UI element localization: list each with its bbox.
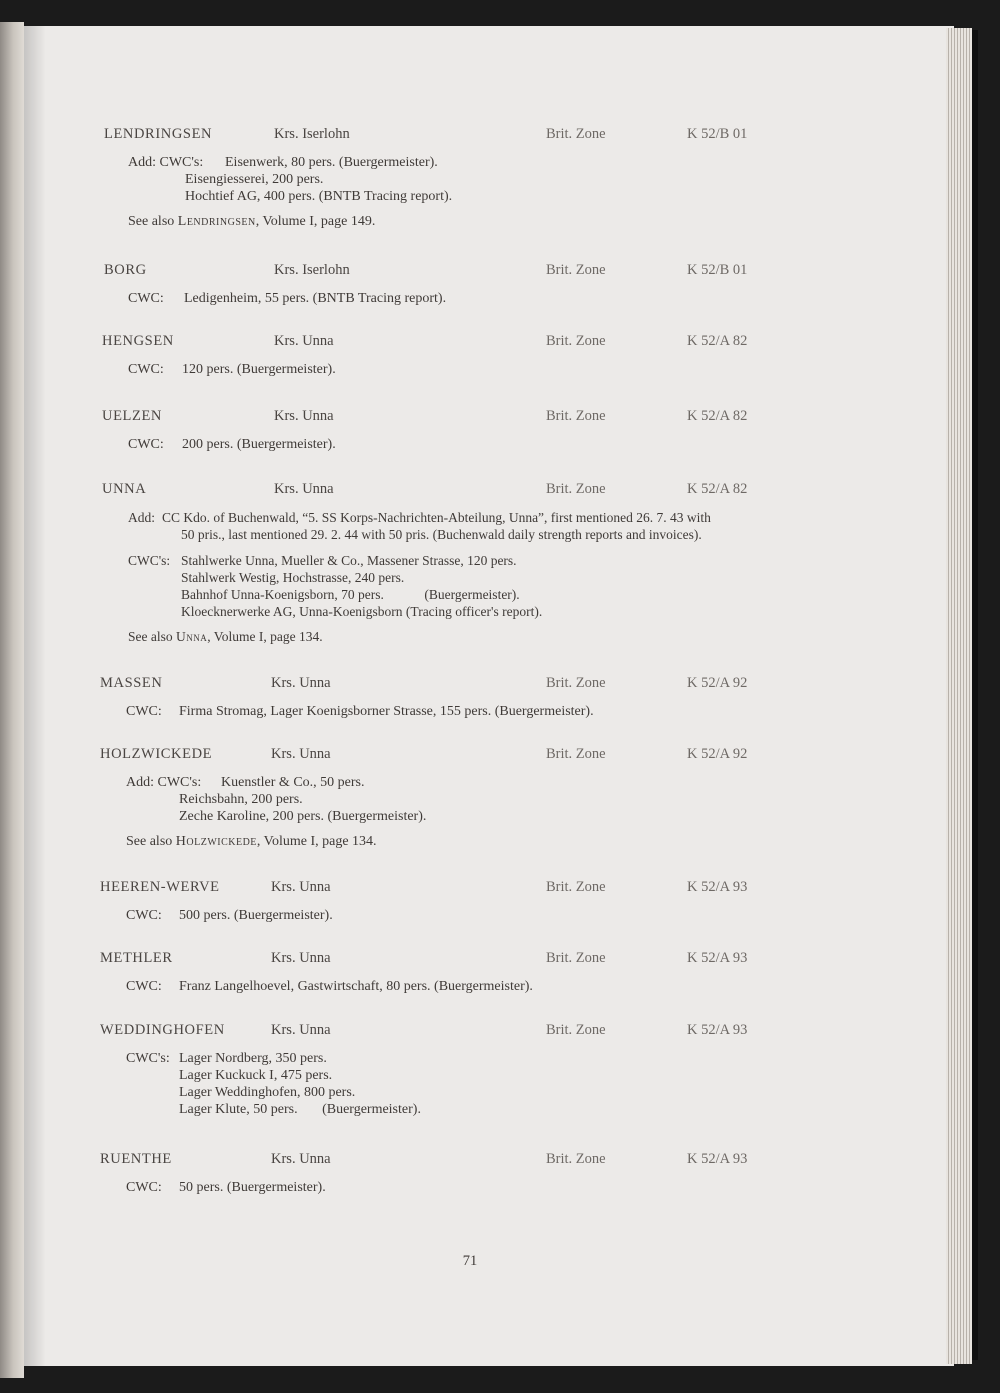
see-also-prefix: See also — [128, 214, 175, 229]
zone: Brit. Zone — [546, 408, 606, 424]
map-reference: K 52/A 82 — [687, 408, 748, 424]
entry-header — [0, 1022, 1000, 1044]
entry-label: CWC: — [126, 979, 162, 994]
map-reference: K 52/B 01 — [687, 262, 748, 278]
entry-heeren-werve — [0, 879, 1000, 924]
entry-header — [0, 746, 1000, 768]
entry-header — [0, 262, 1000, 284]
see-also-place: Unna — [176, 629, 208, 644]
entry-header — [0, 1151, 1000, 1173]
map-reference: K 52/A 82 — [687, 481, 748, 497]
entry-body — [0, 1179, 1000, 1196]
entry-label: Add: CWC's: — [126, 775, 202, 790]
entry-line: Ledigenheim, 55 pers. (BNTB Tracing report). — [184, 291, 447, 306]
page-number: 71 — [462, 1253, 478, 1269]
district: Krs. Unna — [271, 879, 331, 895]
entry-line: Lager Nordberg, 350 pers. — [179, 1051, 327, 1066]
entry-line: Stahlwerke Unna, Mueller & Co., Massener Strasse, 120 pers. — [181, 553, 517, 568]
place-name: LENDRINGSEN — [104, 126, 213, 142]
entry-header — [0, 950, 1000, 972]
entry-label: CWC: — [126, 704, 162, 719]
entry-header — [0, 675, 1000, 697]
zone: Brit. Zone — [546, 262, 606, 278]
map-reference: K 52/A 82 — [687, 333, 748, 349]
zone: Brit. Zone — [546, 1151, 606, 1167]
map-reference: K 52/A 92 — [687, 675, 748, 691]
district: Krs. Unna — [274, 408, 334, 424]
entry-holzwickede — [0, 746, 1000, 852]
entry-body — [0, 774, 1000, 852]
see-also — [0, 628, 1000, 647]
map-reference: K 52/A 93 — [687, 1022, 748, 1038]
entry-line: Franz Langelhoevel, Gastwirtschaft, 80 pers. (Buergermeister). — [179, 979, 533, 994]
place-name: METHLER — [100, 950, 173, 966]
entry-header — [0, 333, 1000, 355]
place-name: BORG — [104, 262, 147, 278]
place-name: WEDDINGHOFEN — [100, 1022, 225, 1038]
entry-unna — [0, 481, 1000, 647]
zone: Brit. Zone — [546, 950, 606, 966]
see-also-volume: , Volume I, page 134. — [207, 629, 323, 644]
see-also-volume: , Volume I, page 134. — [256, 834, 377, 849]
map-reference: K 52/A 93 — [687, 950, 748, 966]
place-name: HEEREN-WERVE — [100, 879, 220, 895]
entry-massen — [0, 675, 1000, 720]
entry-body — [0, 1050, 1000, 1118]
zone: Brit. Zone — [546, 333, 606, 349]
entry-label: CWC: — [126, 908, 162, 923]
see-also-place: Lendringsen — [177, 214, 256, 229]
place-name: UELZEN — [102, 408, 162, 424]
zone: Brit. Zone — [546, 126, 606, 142]
map-reference: K 52/A 93 — [687, 1151, 748, 1167]
entry-weddinghofen — [0, 1022, 1000, 1118]
entry-line: Lager Kuckuck I, 475 pers. — [179, 1068, 333, 1083]
district: Krs. Iserlohn — [274, 126, 350, 142]
zone: Brit. Zone — [546, 746, 606, 762]
entry-header — [0, 879, 1000, 901]
entry-lendringsen — [0, 126, 1000, 232]
entry-line: CC Kdo. of Buchenwald, “5. SS Korps-Nachrichten-Abteilung, Unna”, first mentioned 26. 7. 43 with — [162, 510, 711, 525]
entry-ruenthe — [0, 1151, 1000, 1196]
entry-body — [0, 703, 1000, 720]
see-also-prefix: See also — [128, 629, 173, 644]
entry-body — [0, 361, 1000, 378]
district: Krs. Unna — [274, 481, 334, 497]
entry-label: CWC: — [128, 291, 164, 306]
entry-line: Hochtief AG, 400 pers. (BNTB Tracing report). — [185, 189, 453, 204]
district: Krs. Unna — [271, 950, 331, 966]
entry-uelzen — [0, 408, 1000, 453]
entry-line: 50 pers. (Buergermeister). — [179, 1180, 326, 1195]
entry-line: Reichsbahn, 200 pers. — [179, 792, 303, 807]
place-name: RUENTHE — [100, 1151, 172, 1167]
place-name: UNNA — [102, 481, 147, 497]
entry-line: Stahlwerk Westig, Hochstrasse, 240 pers. — [181, 570, 405, 585]
entry-line: Zeche Karoline, 200 pers. (Buergermeister). — [179, 809, 427, 824]
entry-label: CWC: — [128, 362, 164, 377]
entry-body — [0, 978, 1000, 995]
district: Krs. Unna — [271, 675, 331, 691]
entry-line: Kuenstler & Co., 50 pers. — [221, 775, 365, 790]
entry-line: Eisengiesserei, 200 pers. — [185, 172, 324, 187]
entry-body — [0, 907, 1000, 924]
entry-line: 120 pers. (Buergermeister). — [182, 362, 336, 377]
zone: Brit. Zone — [546, 481, 606, 497]
map-reference: K 52/A 93 — [687, 879, 748, 895]
entry-header — [0, 408, 1000, 430]
district: Krs. Unna — [271, 746, 331, 762]
see-also-volume: , Volume I, page 149. — [255, 214, 376, 229]
entry-body — [0, 154, 1000, 232]
entry-line: 200 pers. (Buergermeister). — [182, 437, 336, 452]
entry-line: Eisenwerk, 80 pers. (Buergermeister). — [225, 155, 438, 170]
entry-line: 500 pers. (Buergermeister). — [179, 908, 333, 923]
entry-line: Bahnhof Unna-Koenigsborn, 70 pers. (Buergermeister). — [181, 587, 520, 602]
entry-hengsen — [0, 333, 1000, 378]
entry-line: Kloecknerwerke AG, Unna-Koenigsborn (Tracing officer's report). — [181, 604, 543, 619]
district: Krs. Unna — [274, 333, 334, 349]
see-also — [0, 213, 1000, 232]
map-reference: K 52/A 92 — [687, 746, 748, 762]
entry-label: CWC's: — [126, 1051, 170, 1066]
entry-label: CWC's: — [128, 553, 171, 568]
entry-line: Lager Klute, 50 pers. (Buergermeister). — [179, 1102, 421, 1117]
entry-line: Lager Weddinghofen, 800 pers. — [179, 1085, 356, 1100]
zone: Brit. Zone — [546, 675, 606, 691]
entry-header — [0, 481, 1000, 503]
see-also — [0, 833, 1000, 852]
entry-label: Add: — [128, 510, 155, 525]
entry-line: 50 pris., last mentioned 29. 2. 44 with 50 pris. (Buchenwald daily strength reports and invoices). — [181, 527, 702, 542]
district: Krs. Unna — [271, 1151, 331, 1167]
entry-line: Firma Stromag, Lager Koenigsborner Strasse, 155 pers. (Buergermeister). — [179, 704, 594, 719]
zone: Brit. Zone — [546, 1022, 606, 1038]
entry-label: CWC: — [128, 437, 164, 452]
district: Krs. Unna — [271, 1022, 331, 1038]
place-name: HENGSEN — [102, 333, 174, 349]
see-also-place: Holzwickede — [175, 834, 257, 849]
see-also-prefix: See also — [126, 834, 173, 849]
place-name: HOLZWICKEDE — [100, 746, 213, 762]
entry-body — [0, 509, 1000, 647]
entry-borg — [0, 262, 1000, 307]
entry-label: CWC: — [126, 1180, 162, 1195]
place-name: MASSEN — [100, 675, 163, 691]
zone: Brit. Zone — [546, 879, 606, 895]
entry-methler — [0, 950, 1000, 995]
entry-body — [0, 290, 1000, 307]
entry-label: Add: CWC's: — [128, 155, 204, 170]
entry-body — [0, 436, 1000, 453]
entry-header — [0, 126, 1000, 148]
map-reference: K 52/B 01 — [687, 126, 748, 142]
district: Krs. Iserlohn — [274, 262, 350, 278]
